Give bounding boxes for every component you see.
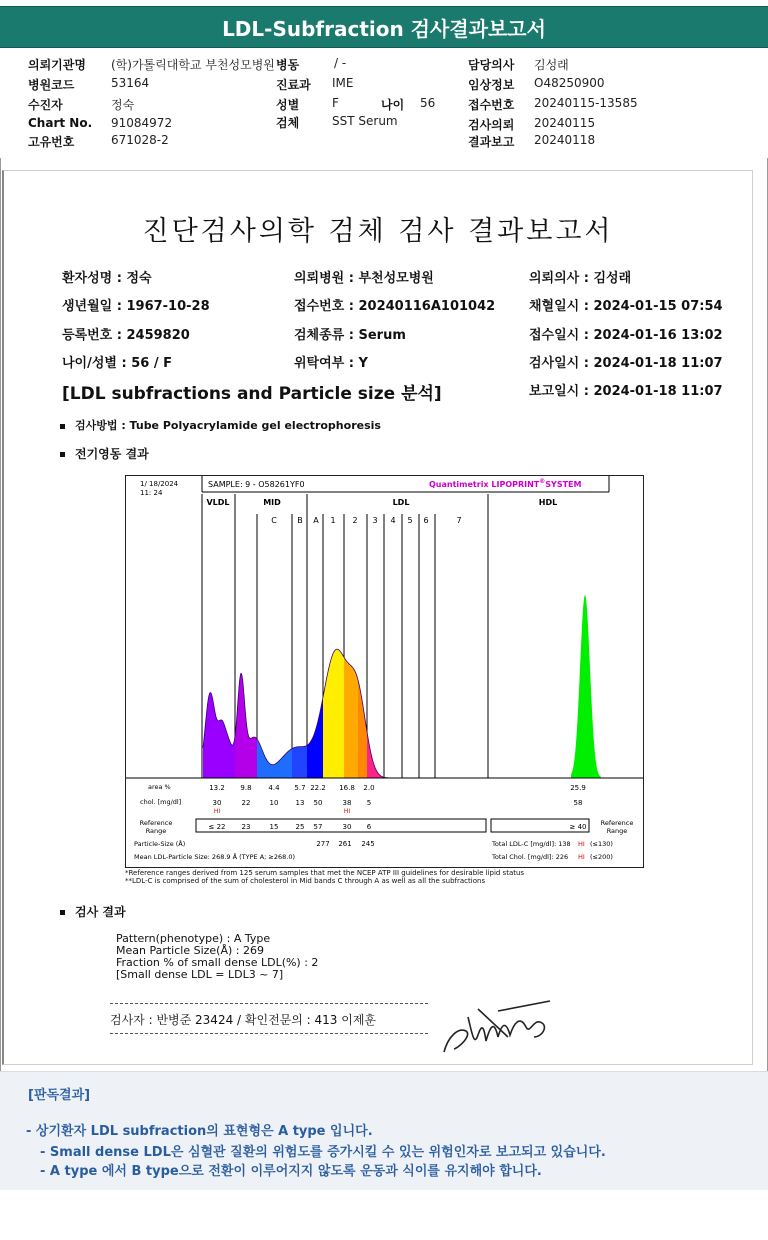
label-hospital-code: 병원코드 (28, 78, 75, 92)
value-sex: F (332, 96, 339, 110)
interpretation-heading: [판독결과] (28, 1088, 91, 1103)
area-value: 4.4 (268, 784, 280, 792)
band-label: 4 (390, 516, 396, 525)
chart-notes (125, 869, 725, 885)
label-age: 나이 (381, 98, 405, 112)
value-patient: 정숙 (111, 98, 135, 112)
ref-box (196, 819, 486, 832)
lipoprint-svg (126, 476, 643, 867)
group-label: MID (263, 498, 281, 507)
area-value-hdl: 25.9 (570, 784, 586, 792)
signature-block (110, 1003, 428, 1034)
info-registration-no: 등록번호 : 2459820 (62, 328, 190, 343)
chart-time: 11: 24 (140, 489, 163, 497)
report-document (2, 170, 753, 1065)
chart-brand-reg: ® (539, 478, 546, 485)
interpretation-line-1: - 상기환자 LDL subfraction의 표현형은 A type 입니다. (26, 1124, 373, 1139)
group-label: LDL (392, 498, 410, 507)
chart-brand-tail: SYSTEM (545, 480, 582, 489)
trace-segment (292, 745, 307, 778)
section-title: [LDL subfractions and Particle size 분석] (62, 384, 442, 404)
value-hospital: (학)가톨릭대학교 부천성모병원 (111, 58, 275, 72)
row-label-ref-hdl: Reference (600, 819, 634, 827)
label-chart-no: Chart No. (28, 116, 93, 130)
trace-segment (203, 693, 235, 778)
label-dept: 진료과 (276, 78, 311, 92)
lipoprint-chart (125, 475, 644, 868)
psize-value: 277 (316, 840, 330, 848)
ref-value: ≤ 22 (208, 823, 226, 831)
chol-value: 13 (295, 799, 305, 807)
value-report-date: 20240118 (534, 133, 596, 147)
band-label: B (297, 516, 303, 525)
area-value: 16.8 (339, 784, 355, 792)
report-title: 진단검사의학 검체 검사 결과보고서 (142, 216, 614, 247)
row-label-chol: chol. [mg/dl] (140, 798, 182, 806)
label-doctor: 담당의사 (468, 58, 515, 72)
label-accession: 접수번호 (468, 98, 515, 112)
chart-note-1: *Reference ranges derived from 125 serum samples that met the NCEP ATP III guidelines for desirable lipid status (125, 869, 525, 877)
plot-area (126, 494, 643, 778)
info-age-sex: 나이/성별 : 56 / F (62, 356, 173, 371)
hi-flag: HI (578, 853, 585, 861)
bullet-icon (60, 910, 65, 915)
ref-value-hdl: ≥ 40 (569, 823, 587, 831)
method-line (60, 417, 381, 433)
chol-value: 22 (241, 799, 251, 807)
value-unique-no: 671028-2 (111, 133, 169, 147)
electro-text: 전기영동 결과 (75, 447, 149, 461)
data-table (134, 783, 633, 861)
chart-brand (429, 478, 582, 489)
band-label: 2 (352, 516, 358, 525)
trace-segment (344, 657, 358, 778)
signature-text: 검사자 : 반병준 23424 / 확인전문의 : 413 이제훈 (110, 1013, 377, 1027)
row-label-ref: Range (145, 827, 167, 835)
value-age: 56 (420, 96, 436, 110)
trace-segment (367, 732, 384, 778)
page-title: LDL-Subfraction 검사결과보고서 (0, 6, 768, 48)
dash-line (110, 1033, 428, 1034)
label-patient: 수진자 (28, 98, 63, 112)
info-report-time: 보고일시 : 2024-01-18 11:07 (529, 384, 723, 399)
chol-value: 50 (313, 799, 323, 807)
interpretation-panel (0, 1071, 768, 1190)
band-label: 7 (456, 516, 462, 525)
row-label-ref: Reference (139, 819, 173, 827)
result-lines (116, 933, 318, 981)
info-test-time: 검사일시 : 2024-01-18 11:07 (529, 356, 723, 371)
trace-segment (235, 673, 257, 778)
result-head-text: 검사 결과 (75, 905, 126, 919)
total-ldl-ref: (≤130) (590, 840, 613, 848)
info-patient-name: 환자성명 : 정숙 (62, 271, 152, 286)
hi-flag: HI (343, 808, 351, 815)
value-ward: / - (334, 56, 347, 70)
label-clinical: 임상정보 (468, 78, 515, 92)
trace-segment (323, 649, 344, 778)
psize-value: 245 (361, 840, 375, 848)
bullet-icon (60, 424, 65, 429)
ref-value: 23 (241, 823, 251, 831)
trace-segment (358, 680, 367, 778)
mean-size-text: Mean LDL-Particle Size: 268.9 Å (TYPE A; ≥268.0) (134, 853, 295, 861)
header-info (0, 0, 768, 160)
ref-value: 6 (366, 823, 372, 831)
label-hospital: 의뢰기관명 (28, 58, 86, 72)
chart-sample: SAMPLE: 9 - O58261YF0 (208, 480, 305, 489)
info-specimen-type: 검체종류 : Serum (294, 328, 406, 343)
result-head-line (60, 903, 126, 920)
group-label: VLDL (206, 498, 230, 507)
group-label: HDL (538, 498, 558, 507)
label-request-date: 검사의뢰 (468, 118, 515, 132)
band-label: 1 (330, 516, 336, 525)
electro-line (60, 445, 149, 462)
band-label: 3 (372, 516, 378, 525)
total-ldl-text: Total LDL-C [mg/dl]: 138 (492, 840, 571, 848)
ref-value: 15 (269, 823, 279, 831)
value-request-date: 20240115 (534, 116, 596, 130)
label-sex: 성별 (276, 98, 300, 112)
hdl-peak (571, 595, 601, 778)
interpretation-line-3: - A type 에서 B type으로 전환이 이루어지지 않도록 운동과 식이를 유지해야 합니다. (40, 1164, 542, 1179)
row-label-psize: Particle-Size (Å) (134, 840, 186, 848)
area-value: 5.7 (294, 784, 306, 792)
area-value: 13.2 (209, 784, 225, 792)
result-mean-size: Mean Particle Size(Å) : 269 (116, 944, 264, 957)
trace-segment (257, 739, 292, 778)
row-label-ref-hdl: Range (606, 827, 628, 835)
value-chart-no: 91084972 (111, 116, 173, 130)
method-text: 검사방법 : Tube Polyacrylamide gel electrophoresis (75, 419, 381, 432)
area-value: 22.2 (310, 784, 326, 792)
area-value: 2.0 (363, 784, 375, 792)
info-birth-date: 생년월일 : 1967-10-28 (62, 299, 210, 314)
row-label-area: area % (148, 783, 171, 791)
bullet-icon (60, 452, 65, 457)
info-outsourced: 위탁여부 : Y (294, 356, 368, 371)
chol-value: 30 (212, 799, 222, 807)
result-phenotype: Pattern(phenotype) : A Type (116, 932, 271, 945)
band-label: A (313, 516, 319, 525)
chol-value: 5 (366, 799, 372, 807)
ref-value: 57 (313, 823, 323, 831)
ref-value: 25 (295, 823, 305, 831)
chart-brand-name: Quantimetrix LIPOPRINT (429, 480, 540, 489)
ref-value: 30 (342, 823, 352, 831)
chol-value: 38 (342, 799, 352, 807)
value-specimen: SST Serum (332, 114, 398, 128)
label-specimen: 검체 (276, 116, 300, 130)
label-report-date: 결과보고 (468, 135, 515, 149)
psize-value: 261 (338, 840, 352, 848)
chart-date: 1/ 18/2024 (140, 480, 179, 488)
chol-value-hdl: 58 (573, 799, 583, 807)
total-chol-ref: (≤200) (590, 853, 613, 861)
info-receipt-time: 접수일시 : 2024-01-16 13:02 (529, 328, 723, 343)
total-chol-text: Total Chol. [mg/dl]: 226 (492, 853, 569, 861)
label-ward: 병동 (276, 58, 300, 72)
value-hospital-code: 53164 (111, 76, 150, 90)
band-label: 5 (407, 516, 413, 525)
info-requesting-hospital: 의뢰병원 : 부천성모병원 (294, 271, 434, 286)
interpretation-line-2: - Small dense LDL은 심혈관 질환의 위험도를 증가시킬 수 있는 위험인자로 보고되고 있습니다. (40, 1145, 606, 1160)
area-value: 9.8 (240, 784, 252, 792)
value-accession: 20240115-13585 (534, 96, 638, 110)
info-accession-no: 접수번호 : 20240116A101042 (294, 299, 496, 314)
band-label: 6 (423, 516, 429, 525)
hi-flag: HI (578, 840, 585, 848)
info-requesting-doctor: 의뢰의사 : 김성래 (529, 271, 632, 286)
handwritten-signature (438, 997, 568, 1059)
value-clinical: O48250900 (534, 76, 605, 90)
value-dept: IME (332, 76, 354, 90)
result-sdldl-definition: [Small dense LDL = LDL3 ~ 7] (116, 968, 284, 981)
label-unique-no: 고유번호 (28, 135, 75, 149)
chol-value: 10 (269, 799, 279, 807)
chart-note-2: **LDL-C is comprised of the sum of cholesterol in Mid bands C through A as well as all the subfractions (125, 877, 486, 885)
info-collection-time: 채혈일시 : 2024-01-15 07:54 (529, 299, 723, 314)
band-label: C (271, 516, 277, 525)
value-doctor: 김성래 (534, 58, 569, 72)
hi-flag: HI (213, 808, 221, 815)
result-sdldl-fraction: Fraction % of small dense LDL(%) : 2 (116, 956, 319, 969)
